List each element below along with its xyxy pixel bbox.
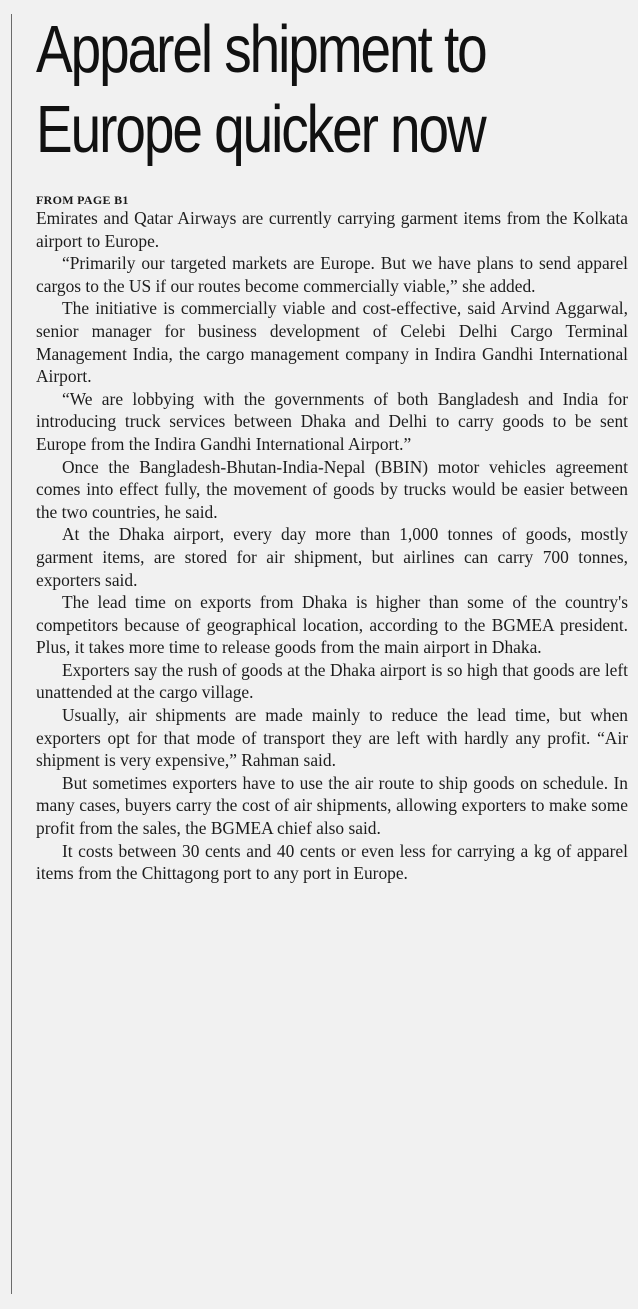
dateline: FROM PAGE B1 <box>36 193 129 207</box>
paragraph: Exporters say the rush of goods at the Dhaka airport is so high that goods are left unattended at the cargo village. <box>36 659 628 703</box>
article <box>36 10 628 885</box>
headline-line-2: Europe quicker now <box>36 92 485 167</box>
paragraph: The initiative is commercially viable and cost-effective, said Arvind Aggarwal, senior manager for business development of Celebi Delhi Cargo Terminal Management India, the cargo management company in Indira Gandhi International Airport. <box>36 298 628 387</box>
paragraph: The lead time on exports from Dhaka is higher than some of the country's competitors because of geographical location, according to the BGMEA president. Plus, it takes more time to release goods from the main airport in Dhaka. <box>36 592 628 658</box>
paragraph: But sometimes exporters have to use the air route to ship goods on schedule. In many cases, buyers carry the cost of air shipments, allowing exporters to make some profit from the sales, the BGMEA chief also said. <box>36 772 628 839</box>
paragraph: Usually, air shipments are made mainly to reduce the lead time, but when exporters opt for that mode of transport they are left with hardly any profit. “Air shipment is very expensive,” Rahman said. <box>36 705 628 771</box>
column-rule <box>11 14 12 1294</box>
headline-line-1: Apparel shipment to <box>36 12 486 87</box>
paragraph: At the Dhaka airport, every day more than 1,000 tonnes of goods, mostly garment items, are stored for air shipment, but airlines can carry 700 tonnes, exporters said. <box>36 524 628 590</box>
paragraph: “We are lobbying with the governments of both Bangladesh and India for introducing truck services between Dhaka and Delhi to carry goods to be sent Europe from the Indira Gandhi International Airport.” <box>36 388 628 454</box>
paragraph: It costs between 30 cents and 40 cents or even less for carrying a kg of apparel items from the Chittagong port to any port in Europe. <box>36 840 628 884</box>
headline <box>36 10 628 170</box>
paragraph: “Primarily our targeted markets are Europe. But we have plans to send apparel cargos to the US if our routes become commercially viable,” she added. <box>36 253 628 296</box>
paragraph: Emirates and Qatar Airways are currently carrying garment items from the Kolkata airport to Europe. <box>36 208 628 251</box>
article-body <box>36 207 628 885</box>
paragraph: Once the Bangladesh-Bhutan-India-Nepal (BBIN) motor vehicles agreement comes into effect fully, the movement of goods by trucks would be easier between the two countries, he said. <box>36 456 628 522</box>
